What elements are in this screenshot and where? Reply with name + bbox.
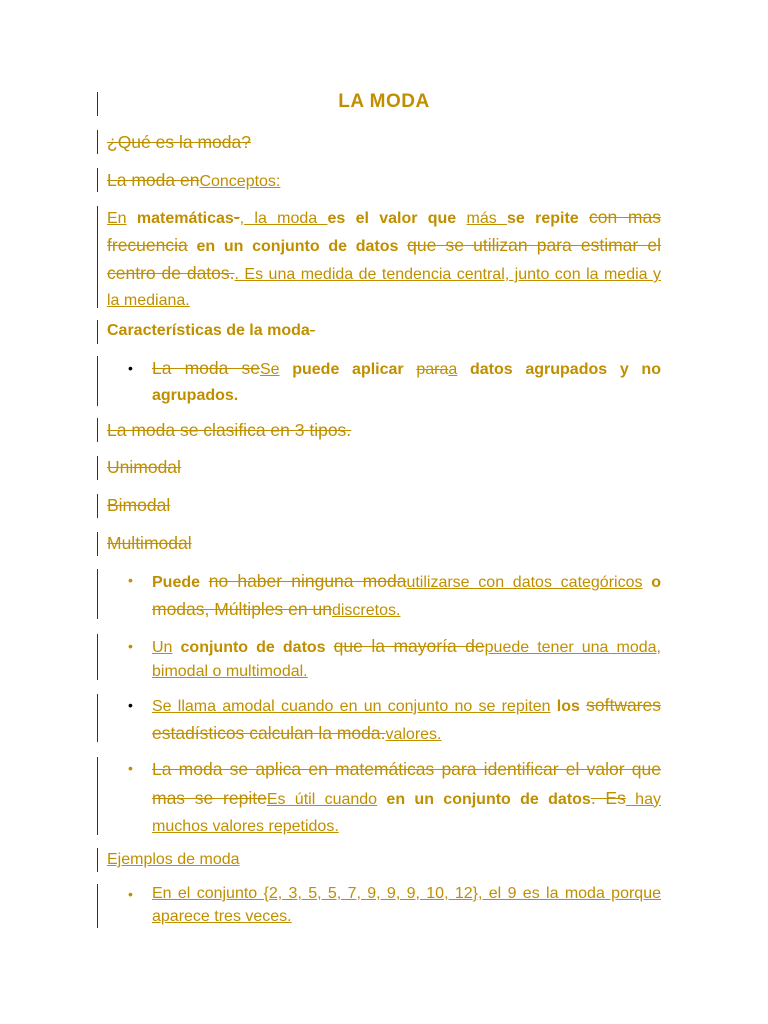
bullet-icon: • <box>128 886 133 902</box>
deleted-text: La moda se <box>152 358 260 378</box>
heading-clasifica <box>107 417 661 445</box>
heading-ejemplos <box>107 847 661 873</box>
deleted-text: La moda se aplica en matemáticas para identificar el valor que mas se repite <box>152 759 661 808</box>
change-bar <box>97 848 98 872</box>
bold-text: es el valor que <box>327 210 457 227</box>
heading-que-es <box>107 129 661 157</box>
bullet-icon: • <box>128 638 133 654</box>
inserted-text: discretos. <box>331 602 401 619</box>
change-bar <box>97 757 98 835</box>
inserted-text: En <box>107 210 127 227</box>
inserted-text: utilizarse con datos categóricos <box>406 574 643 591</box>
bullet-icon: • <box>128 360 133 376</box>
deleted-text: modas, Múltiples en un <box>152 599 332 619</box>
type-bimodal <box>107 492 661 520</box>
deleted-text: La moda se clasifica en 3 tipos. <box>107 420 352 440</box>
list-item <box>152 568 661 624</box>
inserted-text: Se llama amodal cuando en un conjunto no se repiten <box>152 698 551 715</box>
change-bar <box>97 356 98 406</box>
bold-text: en un conjunto de datos <box>386 790 591 808</box>
inserted-text: Conceptos: <box>199 173 281 190</box>
bold-text: Características de la moda <box>107 322 310 339</box>
list-item <box>152 756 661 841</box>
deleted-text: ¿Qué es la moda? <box>107 132 251 152</box>
definition-paragraph <box>107 204 661 314</box>
inserted-text: puede tener una moda, bimodal o multimodal. <box>152 639 661 680</box>
deleted-text: - <box>309 322 316 339</box>
deleted-text: para <box>416 361 449 378</box>
bold-text: conjunto de datos <box>180 639 326 656</box>
deleted-text: Unimodal <box>107 457 181 477</box>
change-bar <box>97 634 98 680</box>
inserted-text: , la moda <box>239 210 328 227</box>
inserted-text: valores. <box>385 726 442 743</box>
type-unimodal <box>107 454 661 482</box>
change-bar <box>97 92 98 116</box>
heading-caracteristicas <box>107 318 661 344</box>
bold-text: puede aplicar <box>292 361 404 378</box>
deleted-text: que se utilizan para estimar el centro de datos. <box>107 235 661 283</box>
bullet-icon: • <box>128 572 133 588</box>
bold-text: Puede <box>152 574 201 591</box>
inserted-text: a <box>448 361 458 378</box>
bold-text: en un conjunto de datos <box>196 238 399 255</box>
change-bar <box>97 206 98 308</box>
change-bar <box>97 320 98 344</box>
list-item <box>152 692 661 748</box>
deleted-text: con mas frecuencia <box>107 207 661 255</box>
change-bar <box>97 168 98 192</box>
inserted-text: más <box>466 210 508 227</box>
change-bar <box>97 418 98 442</box>
page-title: LA MODA <box>338 91 430 112</box>
inserted-text: En el conjunto {2, 3, 5, 5, 7, 9, 9, 9, 10, 12}, el 9 es la moda porque aparece tres veces. <box>152 885 661 925</box>
change-bar <box>97 884 98 928</box>
deleted-text: - <box>233 207 240 227</box>
bullet-icon: • <box>128 697 133 713</box>
bold-text: se repite <box>507 210 579 227</box>
list-item <box>152 355 661 409</box>
inserted-text: Ejemplos de moda <box>107 851 240 868</box>
change-bar <box>97 532 98 556</box>
deleted-text: softwares estadísticos calculan la moda. <box>152 695 661 743</box>
inserted-text: Un <box>152 639 173 656</box>
bold-text: o <box>651 574 661 591</box>
type-multimodal <box>107 530 661 558</box>
bullet-icon: • <box>128 760 133 776</box>
deleted-text: Multimodal <box>107 533 192 553</box>
list-item <box>152 634 661 684</box>
deleted-text: Bimodal <box>107 495 171 515</box>
change-bar <box>97 130 98 154</box>
deleted-text: que la mayoría de <box>333 636 485 656</box>
inserted-text: hay muchos valores repetidos. <box>152 790 661 835</box>
inserted-text: Se <box>259 361 280 378</box>
deleted-text: . Es <box>590 787 626 808</box>
inserted-text: Es útil cuando <box>266 790 378 808</box>
inserted-text: . Es una medida de tendencia central, junto con la media y la mediana. <box>107 266 662 309</box>
list-item <box>152 882 661 928</box>
deleted-text: no haber ninguna moda <box>208 571 407 591</box>
change-bar <box>97 694 98 742</box>
deleted-text: La moda en <box>107 170 200 190</box>
heading-conceptos <box>107 167 661 195</box>
change-bar <box>97 494 98 518</box>
bold-text: matemáticas <box>136 210 234 227</box>
change-bar <box>97 456 98 480</box>
change-bar <box>97 569 98 619</box>
bold-text: los <box>556 698 580 715</box>
bold-text: datos agrupados y no agrupados. <box>152 361 661 404</box>
